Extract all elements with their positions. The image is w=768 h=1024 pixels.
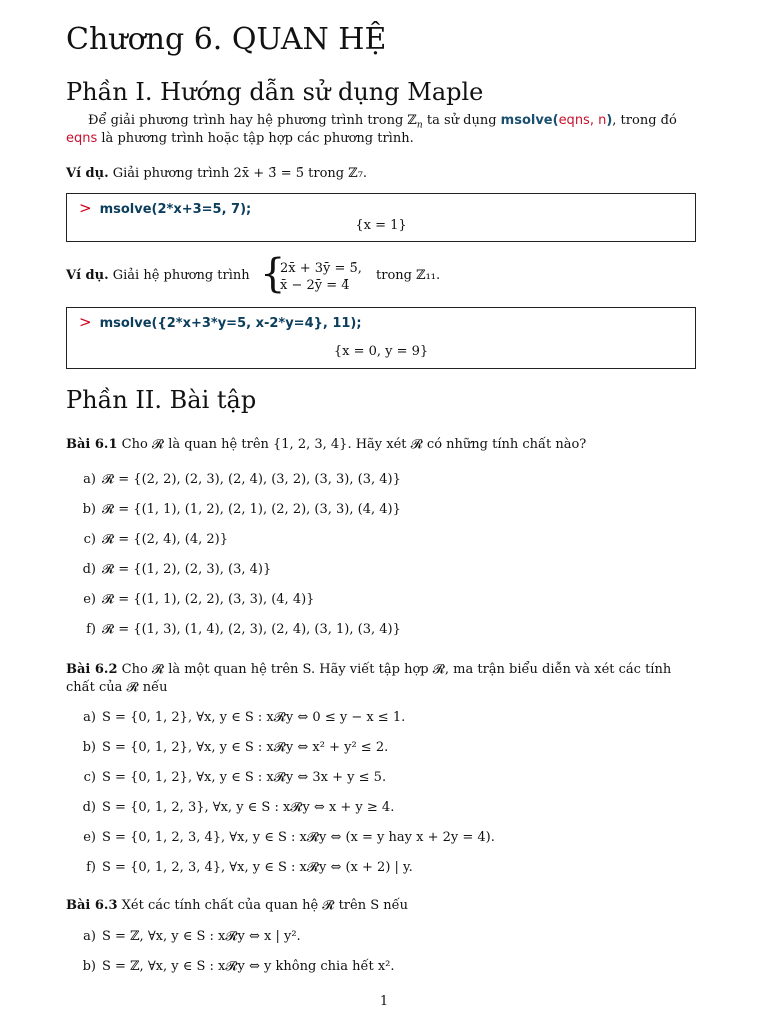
ex63-item [74,959,395,974]
msolve-command: msolve( [500,113,559,128]
example2-trail: trong ℤ₁₁. [376,268,441,283]
example2-text: Giải hệ phương trình [112,268,250,283]
item-text: S = ℤ, ∀x, y ∈ S : x𝓡y ⇔ y không chia hết x². [102,959,395,974]
exercise-label: Bài 6.2 [66,662,118,677]
ex61-item [74,472,401,487]
item-tag: c) [83,770,96,785]
msolve-args: eqns, n [558,113,607,128]
maple-box-2 [66,307,696,369]
ex61-item [74,592,314,607]
item-tag: c) [83,532,96,547]
intro-subscript: n [416,120,423,131]
item-tag: d) [82,562,96,577]
ex62-item [74,740,388,755]
ex61-item [74,562,271,577]
eqns-arg: eqns [66,131,98,146]
example-label: Ví dụ. [66,268,109,283]
ex63-item [74,929,301,944]
maple-output-2: {x = 0, y = 9} [333,344,429,359]
item-tag: b) [82,740,96,755]
chapter-title: Chương 6. QUAN HỆ [66,22,387,57]
maple-box-1 [66,193,696,242]
system-brace: { [260,251,286,297]
item-text: S = {0, 1, 2}, ∀x, y ∈ S : x𝓡y ⇔ 3x + y ≤ 5. [102,770,387,785]
ex62-item [74,710,405,725]
ex62-item [74,860,413,875]
exercise-label: Bài 6.1 [66,437,118,452]
ex61-item [74,622,401,637]
item-tag: f) [86,622,96,637]
item-text: 𝓡 = {(1, 2), (2, 3), (3, 4)} [102,562,272,577]
intro-text-a: Để giải phương trình hay hệ phương trình trong ℤ [88,113,417,128]
ex62-item [74,830,495,845]
exercise-label: Bài 6.3 [66,898,118,913]
intro-text-d: là phương trình hoặc tập hợp các phương trình. [97,131,414,146]
item-tag: a) [83,929,96,944]
maple-input-line-2 [79,312,362,331]
maple-input-1: msolve(2*x+3=5, 7); [99,202,252,217]
exercise-text: Xét các tính chất của quan hệ 𝓡 trên S nếu [121,898,409,913]
item-text: S = {0, 1, 2}, ∀x, y ∈ S : x𝓡y ⇔ x² + y² ≤ 2. [102,740,389,755]
ex63-statement [66,897,408,915]
ex61-item [74,532,228,547]
item-text: S = {0, 1, 2, 3, 4}, ∀x, y ∈ S : x𝓡y ⇔ (x + 2) | y. [102,860,413,875]
system-eq2: x̄ − 2ȳ = 4̄ [280,278,350,293]
item-tag: b) [82,502,96,517]
intro-line2 [66,130,414,148]
ex61-item [74,502,401,517]
maple-input-line-1 [79,198,251,217]
ex62-item [74,770,386,785]
exercise-text: Cho 𝓡 là một quan hệ trên S. Hãy viết tập hợp 𝓡, ma trận biểu diễn và xét các tính [121,662,672,677]
item-tag: e) [83,592,96,607]
maple-output-1: {x = 1} [355,218,407,233]
item-text: S = {0, 1, 2, 3, 4}, ∀x, y ∈ S : x𝓡y ⇔ (x = y hay x + 2y = 4). [102,830,495,845]
maple-prompt: > [79,313,92,331]
exercise-text: Cho 𝓡 là quan hệ trên {1, 2, 3, 4}. Hãy xét 𝓡 có những tính chất nào? [121,437,587,452]
intro-text-c: , trong đó [612,113,677,128]
ex61-statement [66,436,586,454]
item-text: S = {0, 1, 2, 3}, ∀x, y ∈ S : x𝓡y ⇔ x + y ≥ 4. [102,800,395,815]
item-text: 𝓡 = {(1, 3), (1, 4), (2, 3), (2, 4), (3, 1), (3, 4)} [102,622,401,637]
ex62-item [74,800,394,815]
item-text: S = {0, 1, 2}, ∀x, y ∈ S : x𝓡y ⇔ 0 ≤ y − x ≤ 1. [102,710,406,725]
item-tag: a) [83,710,96,725]
part1-title: Phần I. Hướng dẫn sử dụng Maple [66,78,484,106]
example1-text: Giải phương trình 2x̄ + 3̄ = 5̄ trong ℤ₇. [112,166,368,181]
maple-input-2: msolve({2*x+3*y=5, x-2*y=4}, 11); [99,316,362,331]
ex62-statement-line2: chất của 𝓡 nếu [66,680,168,695]
part2-title: Phần II. Bài tập [66,386,257,414]
example1-statement [66,165,367,183]
item-tag: e) [83,830,96,845]
item-text: 𝓡 = {(2, 4), (4, 2)} [102,532,229,547]
system-eq1: 2x̄ + 3ȳ = 5̄, [280,261,362,276]
example-label: Ví dụ. [66,166,109,181]
msolve-close: ) [606,113,613,128]
intro-text-b: ta sử dụng [422,113,501,128]
item-tag: d) [82,800,96,815]
item-tag: f) [86,860,96,875]
item-text: 𝓡 = {(1, 1), (1, 2), (2, 1), (2, 2), (3, 3), (4, 4)} [102,502,401,517]
item-text: 𝓡 = {(2, 2), (2, 3), (2, 4), (3, 2), (3, 3), (3, 4)} [102,472,401,487]
item-text: S = ℤ, ∀x, y ∈ S : x𝓡y ⇔ x | y². [102,929,301,944]
item-tag: a) [83,472,96,487]
maple-prompt: > [79,199,92,217]
item-text: 𝓡 = {(1, 1), (2, 2), (3, 3), (4, 4)} [102,592,315,607]
item-tag: b) [82,959,96,974]
ex62-statement [66,661,671,679]
page-number: 1 [379,994,389,1009]
